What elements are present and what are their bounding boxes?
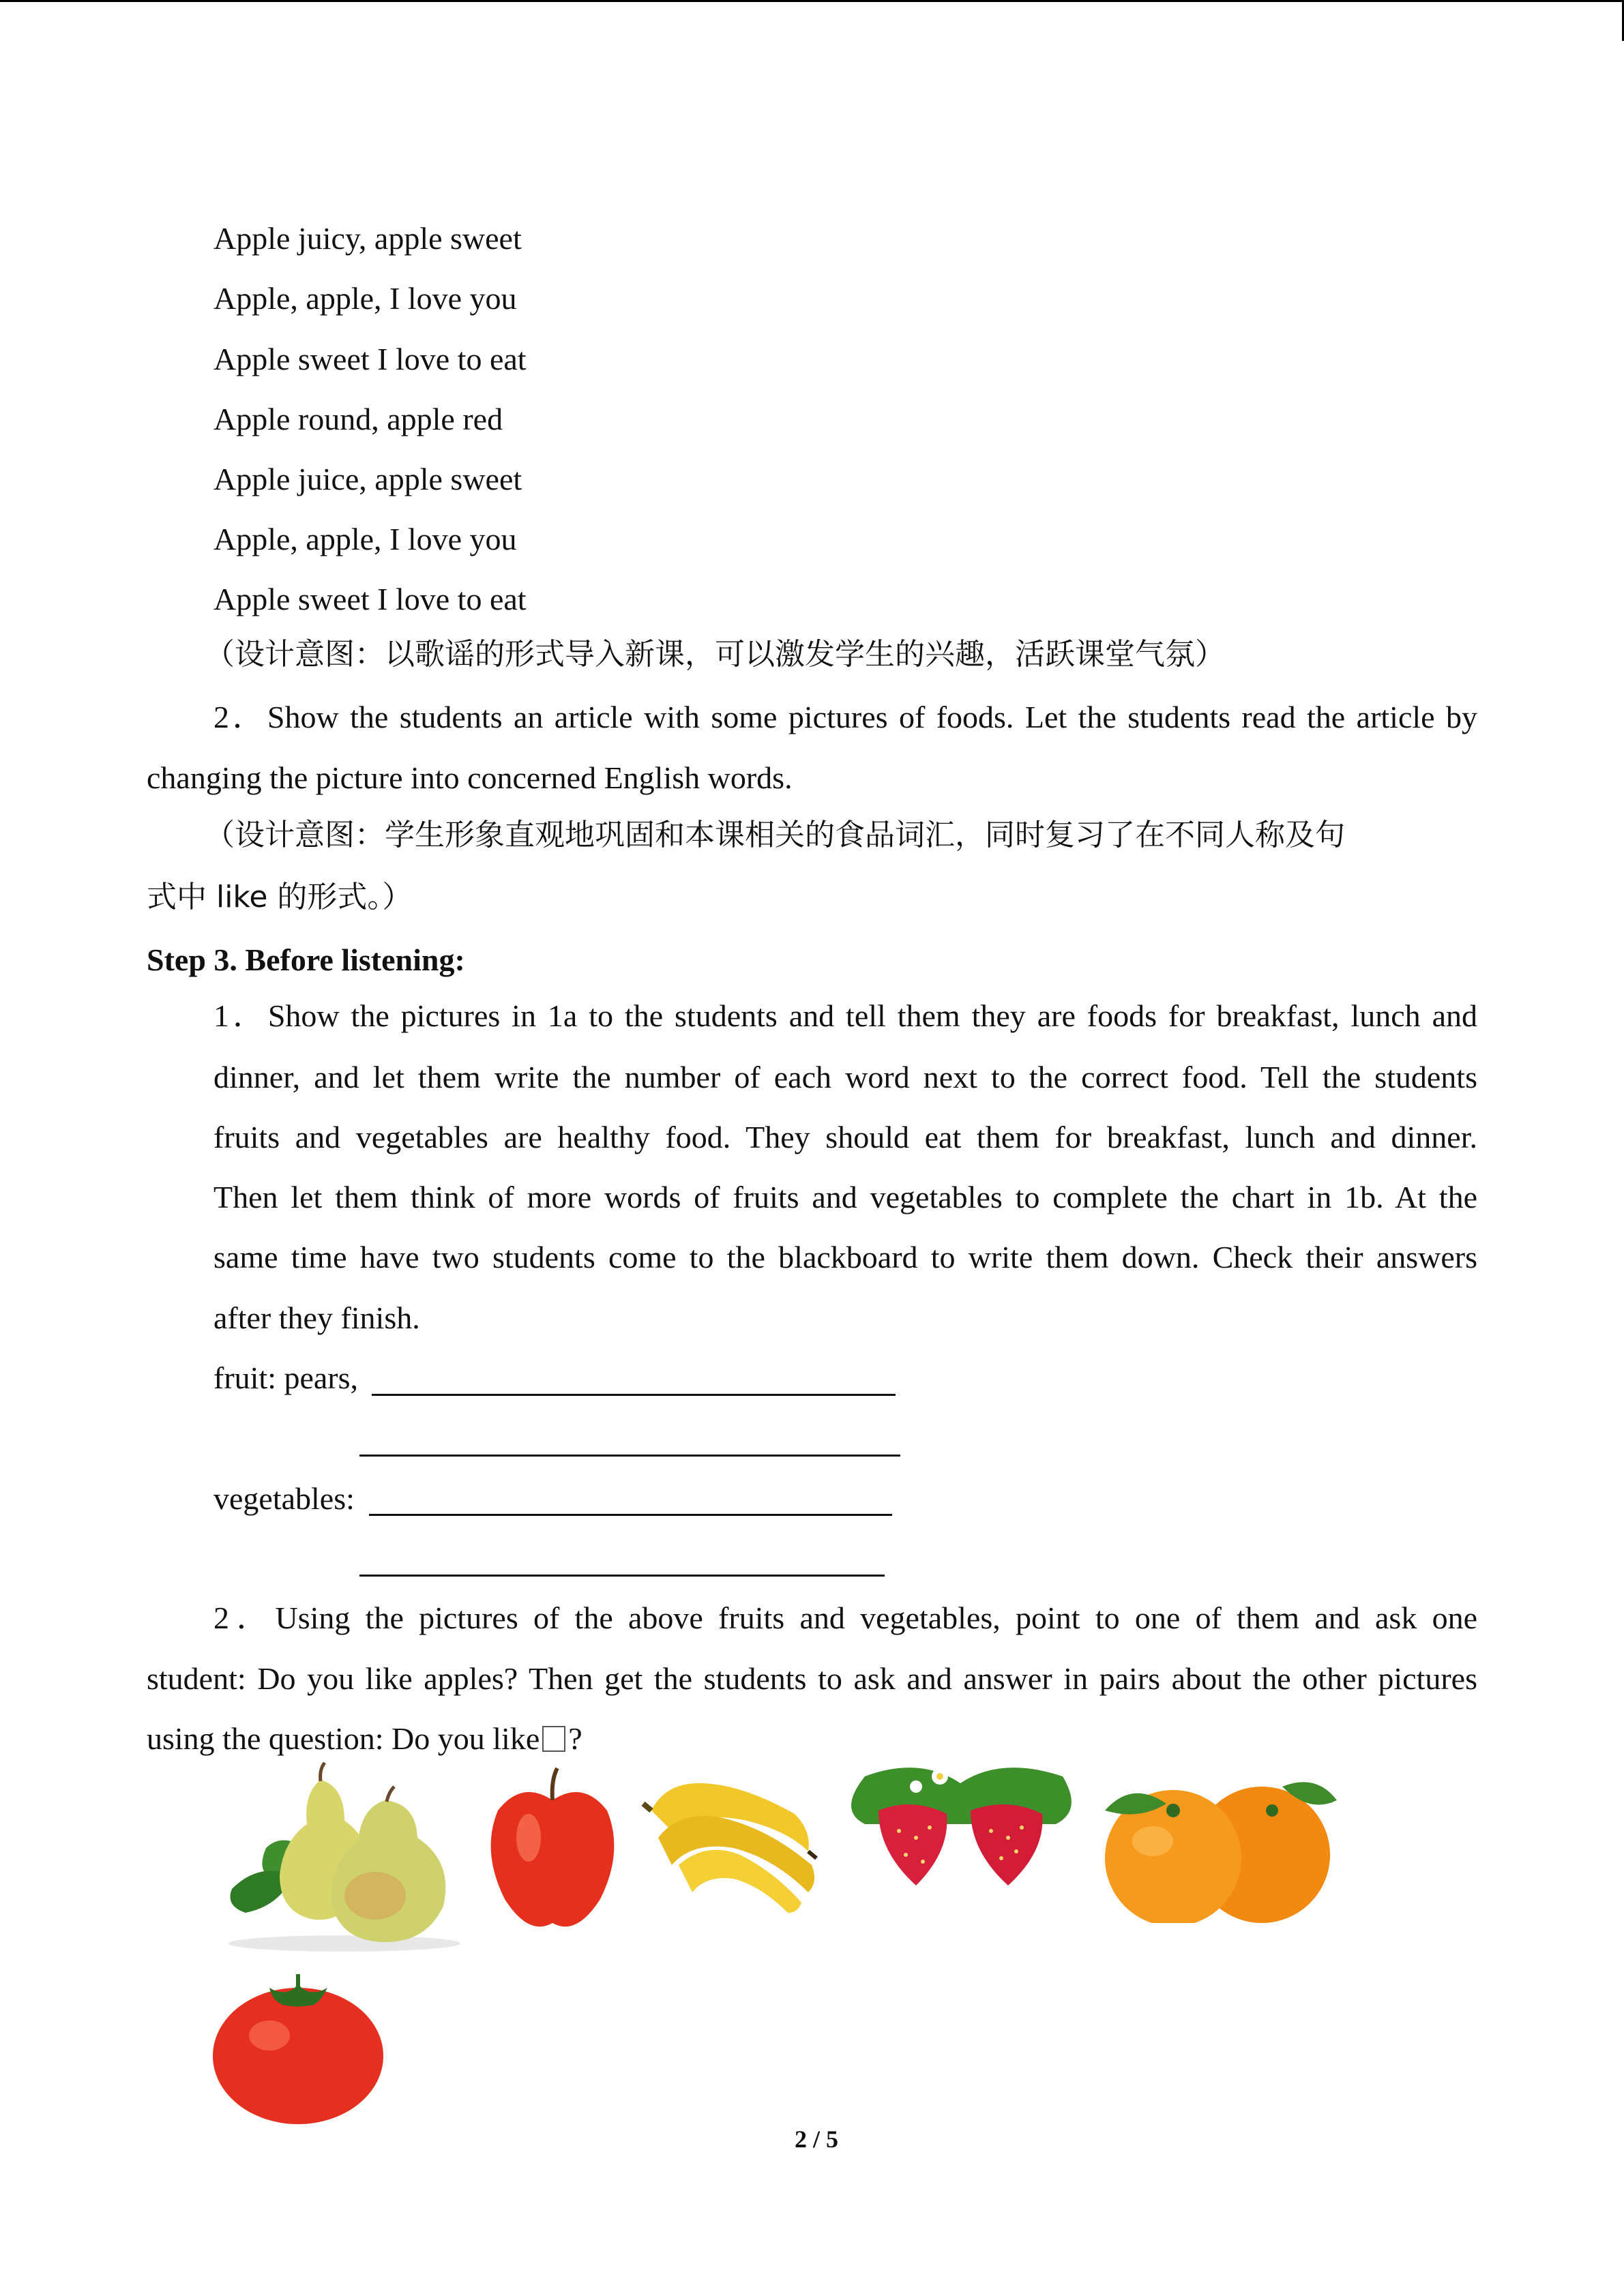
orange-icon xyxy=(1091,1773,1340,1923)
step2-line: changing the picture into concerned English words. xyxy=(147,760,793,795)
banana-icon xyxy=(638,1756,832,1916)
tomato-icon xyxy=(211,1971,385,2128)
pear-icon xyxy=(218,1759,471,1954)
step3-item1-line: Then let them think of more words of fruits and vegetables to complete the chart in 1b. At the xyxy=(213,1180,1477,1214)
strawberry-icon xyxy=(838,1756,1083,1899)
vegetables-label: vegetables: xyxy=(213,1481,355,1516)
fruit-label: fruit: pears, xyxy=(213,1360,359,1395)
placeholder-box xyxy=(542,1726,565,1752)
song-line: Apple juice, apple sweet xyxy=(213,462,522,496)
vegetables-blank-2[interactable] xyxy=(359,1575,885,1577)
step2-line: 2．Show the students an article with some pictures of foods. Let the students read the article by xyxy=(213,700,1477,734)
song-line: Apple juicy, apple sweet xyxy=(213,221,522,256)
step3-item2-line xyxy=(147,1718,582,1759)
step3-item1-line: dinner, and let them write the number of each word next to the correct food. Tell the students xyxy=(213,1060,1477,1094)
fruit-blank-2[interactable] xyxy=(359,1455,900,1457)
vegetables-blank-1[interactable] xyxy=(369,1514,892,1516)
step3-item2-line: 2．Using the pictures of the above fruits and vegetables, point to one of them and ask one xyxy=(213,1600,1477,1635)
fruit-blank-1[interactable] xyxy=(372,1394,896,1396)
step3-item1-line: fruits and vegetables are healthy food. They should eat them for breakfast, lunch and dinner. xyxy=(213,1120,1477,1154)
question-mark: ? xyxy=(568,1721,582,1756)
step3-item1-line: after they finish. xyxy=(213,1300,420,1335)
song-line: Apple, apple, I love you xyxy=(213,281,517,316)
design-note-2-cont xyxy=(147,876,412,918)
step3-item2-line: student: Do you like apples? Then get the students to ask and answer in pairs about the other pictures xyxy=(147,1661,1477,1696)
step3-item1-line: 1．Show the pictures in 1a to the students and tell them they are foods for breakfast, lunch and xyxy=(213,998,1477,1033)
design-note-1: （设计意图：以歌谣的形式导入新课，可以激发学生的兴趣，活跃课堂气氛） xyxy=(205,637,1225,672)
apple-icon xyxy=(481,1763,624,1937)
design-note-2-line2: 式中 like 的形式。） xyxy=(147,880,413,914)
step3-heading: Step 3. Before listening: xyxy=(147,942,465,977)
design-note-2: （设计意图：学生形象直观地巩固和本课相关的食品词汇，同时复习了在不同人称及句 xyxy=(205,818,1345,852)
page-top-border xyxy=(0,0,1624,2)
question-text: using the question: Do you like xyxy=(147,1721,540,1756)
song-line: Apple sweet I love to eat xyxy=(213,582,527,616)
step3-item1-line: same time have two students come to the blackboard to write them down. Check their answers xyxy=(213,1240,1477,1274)
page-number: 2 / 5 xyxy=(795,2126,839,2153)
song-line: Apple sweet I love to eat xyxy=(213,342,527,376)
song-line: Apple, apple, I love you xyxy=(213,522,517,556)
song-line: Apple round, apple red xyxy=(213,402,503,436)
